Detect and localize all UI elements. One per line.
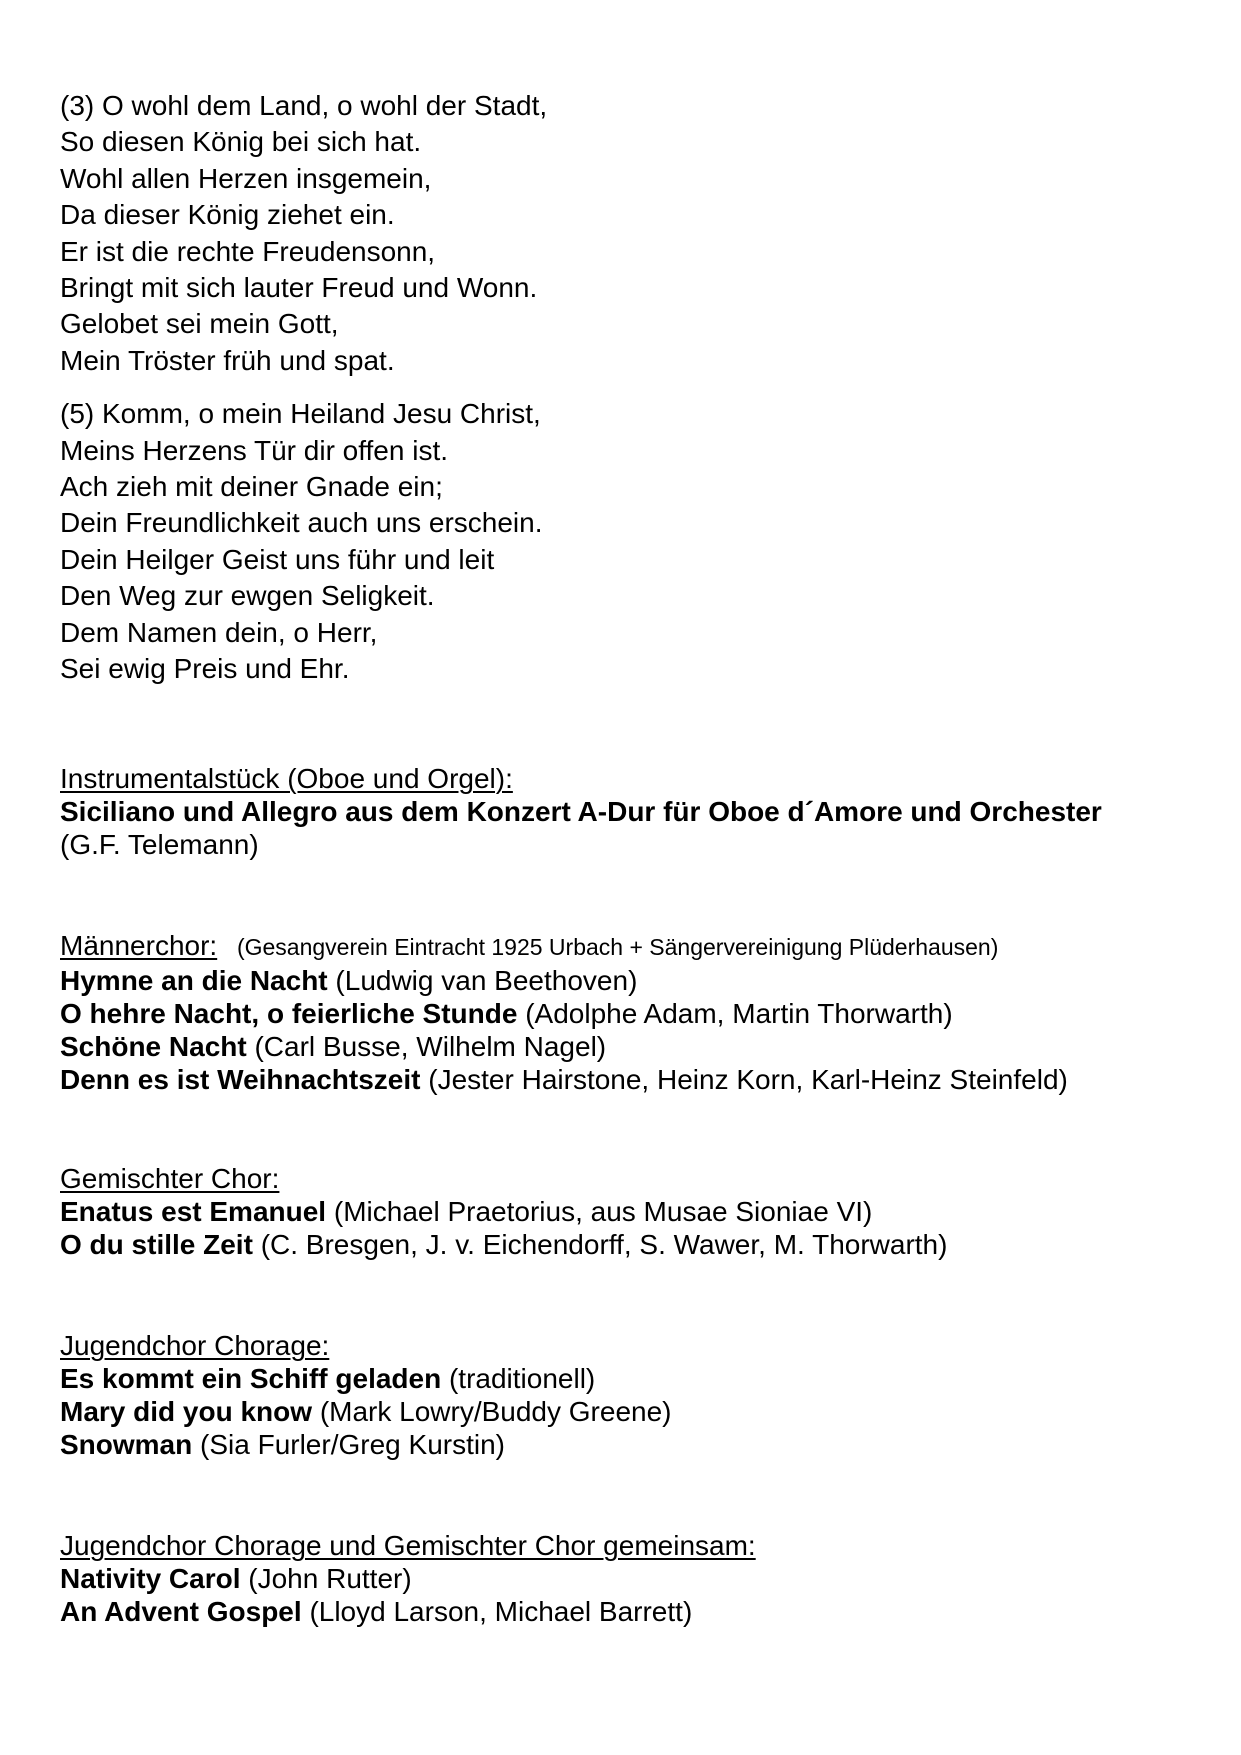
piece-credit: (Sia Furler/Greg Kurstin) — [200, 1429, 505, 1460]
piece-title: Denn es ist Weihnachtszeit — [60, 1064, 421, 1095]
stanza-line: Gelobet sei mein Gott, — [60, 308, 339, 340]
program-item — [60, 1395, 1220, 1428]
stanza-line: Da dieser König ziehet ein. — [60, 199, 395, 231]
stanza-line: Mein Tröster früh und spat. — [60, 344, 395, 376]
piece-title: Siciliano und Allegro aus dem Konzert A-Dur für Oboe d´Amore und Orchester — [60, 796, 1102, 827]
piece-credit: (G.F. Telemann) — [60, 829, 259, 860]
stanza-line: Sei ewig Preis und Ehr. — [60, 653, 350, 685]
section-jugendchor-gemischter-chor — [60, 1529, 1220, 1628]
piece-title: Mary did you know — [60, 1396, 313, 1427]
section-heading: Jugendchor Chorage und Gemischter Chor gemeinsam: — [60, 1530, 756, 1561]
piece-title: Enatus est Emanuel — [60, 1196, 327, 1227]
piece-credit: (Adolphe Adam, Martin Thorwarth) — [525, 998, 953, 1029]
section-subheading: (Gesangverein Eintracht 1925 Urbach + Sängervereinigung Plüderhausen) — [236, 934, 999, 960]
stanza-line: (3) O wohl dem Land, o wohl der Stadt, — [60, 90, 548, 121]
piece-title: Schöne Nacht — [60, 1031, 247, 1062]
program-item — [60, 1063, 1220, 1096]
stanza-line: Den Weg zur ewgen Seligkeit. — [60, 580, 435, 612]
section-header-row — [60, 929, 1220, 964]
program-item — [60, 1562, 1220, 1595]
piece-credit: (Ludwig van Beethoven) — [335, 965, 638, 996]
program-item — [60, 997, 1220, 1030]
section-heading: Jugendchor Chorage: — [60, 1330, 330, 1361]
program-item — [60, 1030, 1220, 1063]
section-gemischter-chor — [60, 1162, 1220, 1261]
stanza-line: Bringt mit sich lauter Freud und Wonn. — [60, 272, 538, 304]
program-item — [60, 1195, 1220, 1228]
piece-credit: (Mark Lowry/Buddy Greene) — [319, 1396, 672, 1427]
stanza-line: Meins Herzens Tür dir offen ist. — [60, 434, 449, 466]
stanza-line: Dein Heilger Geist uns führ und leit — [60, 543, 495, 575]
piece-credit: (Michael Praetorius, aus Musae Sioniae VI) — [333, 1196, 873, 1227]
piece-credit: (John Rutter) — [248, 1563, 412, 1594]
piece-credit: (traditionell) — [448, 1363, 596, 1394]
section-heading: Männerchor: — [60, 930, 218, 961]
stanza-line: Dem Namen dein, o Herr, — [60, 616, 378, 648]
hymn-text — [60, 88, 1200, 688]
piece-title: O hehre Nacht, o feierliche Stunde — [60, 998, 518, 1029]
piece-title: Es kommt ein Schiff geladen — [60, 1363, 442, 1394]
stanza-5 — [60, 396, 1200, 687]
section-instrumental — [60, 762, 1220, 861]
piece-title: An Advent Gospel — [60, 1596, 302, 1627]
stanza-line: Er ist die rechte Freudensonn, — [60, 235, 436, 267]
section-maennerchor — [60, 929, 1220, 1096]
piece-credit: (Jester Hairstone, Heinz Korn, Karl-Heinz Steinfeld) — [428, 1064, 1068, 1095]
piece-credit: (C. Bresgen, J. v. Eichendorff, S. Wawer, M. Thorwarth) — [260, 1229, 948, 1260]
program-item — [60, 828, 1220, 861]
stanza-line: Ach zieh mit deiner Gnade ein; — [60, 471, 443, 503]
program-item — [60, 1228, 1220, 1261]
stanza-line: So diesen König bei sich hat. — [60, 126, 422, 158]
stanza-line: Dein Freundlichkeit auch uns erschein. — [60, 507, 543, 539]
stanza-line: Wohl allen Herzen insgemein, — [60, 162, 432, 194]
piece-title: Hymne an die Nacht — [60, 965, 328, 996]
piece-credit: (Carl Busse, Wilhelm Nagel) — [254, 1031, 607, 1062]
stanza-3 — [60, 88, 1200, 379]
section-jugendchor — [60, 1329, 1220, 1461]
section-heading: Instrumentalstück (Oboe und Orgel): — [60, 763, 513, 794]
stanza-line: (5) Komm, o mein Heiland Jesu Christ, — [60, 398, 541, 430]
piece-title: Nativity Carol — [60, 1563, 241, 1594]
program-item — [60, 1428, 1220, 1461]
piece-title: O du stille Zeit — [60, 1229, 253, 1260]
piece-credit: (Lloyd Larson, Michael Barrett) — [309, 1596, 693, 1627]
program-item — [60, 1362, 1220, 1395]
piece-title: Snowman — [60, 1429, 193, 1460]
program-item — [60, 964, 1220, 997]
program-item — [60, 1595, 1220, 1628]
program-item — [60, 795, 1220, 828]
section-heading: Gemischter Chor: — [60, 1163, 280, 1194]
